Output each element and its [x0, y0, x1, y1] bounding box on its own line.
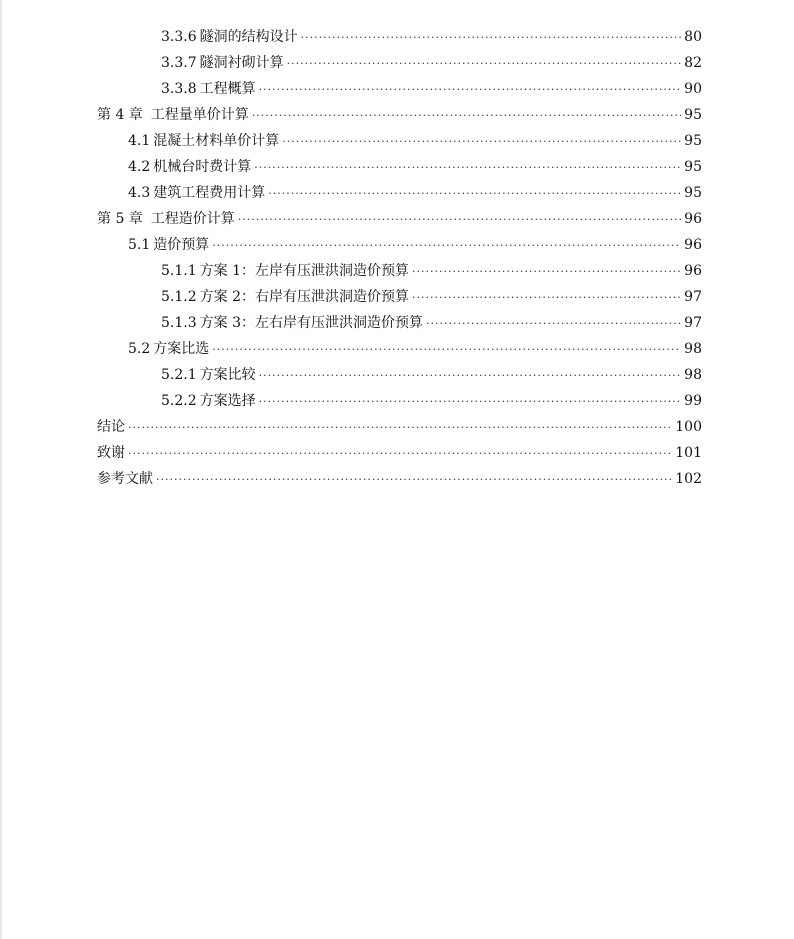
toc-entry[interactable] [97, 466, 702, 492]
toc-entry-page: 95 [684, 133, 702, 149]
toc-dot-leader [212, 337, 681, 363]
toc-dot-leader [238, 207, 681, 233]
toc-entry[interactable] [97, 414, 702, 440]
toc-entry-page: 96 [684, 211, 702, 227]
page-edge [0, 0, 2, 939]
toc-entry-number: 5.2.2 [161, 393, 197, 409]
toc-entry-number: 4.2 [128, 159, 151, 175]
toc-entry[interactable] [97, 362, 702, 388]
toc-entry[interactable] [97, 206, 702, 232]
toc-entry-number: 5.1.3 [161, 315, 197, 331]
toc-entry-label [128, 128, 279, 154]
toc-entry-label [128, 154, 251, 180]
toc-entry[interactable] [97, 180, 702, 206]
toc-entry-page: 82 [684, 55, 702, 71]
toc-entry-title: 参考文献 [97, 471, 153, 487]
toc-entry[interactable] [97, 336, 702, 362]
toc-entry-label [161, 362, 256, 388]
toc-entry-number: 3.3.6 [161, 29, 197, 45]
toc-entry-page: 96 [684, 237, 702, 253]
toc-entry-number: 5.1.1 [161, 263, 197, 279]
toc-entry-title: 方案选择 [199, 393, 256, 409]
toc-entry-title: 隧洞衬砌计算 [199, 55, 284, 71]
toc-entry-number: 5.2.1 [161, 367, 197, 383]
toc-entry-label [161, 310, 423, 336]
toc-entry-title: 致谢 [97, 445, 125, 461]
toc-entry-number: 3.3.7 [161, 55, 197, 71]
toc-entry[interactable] [97, 50, 702, 76]
toc-entry-number: 第 4 章 [97, 107, 143, 123]
toc-dot-leader [128, 415, 672, 441]
toc-dot-leader [212, 233, 681, 259]
toc-dot-leader [268, 181, 681, 207]
toc-entry-title: 机械台时费计算 [153, 159, 252, 175]
toc-entry-title: 方案 2：右岸有压泄洪洞造价预算 [199, 289, 409, 305]
toc-entry[interactable] [97, 24, 702, 50]
toc-entry-number: 5.2 [128, 341, 151, 357]
toc-entry-title: 隧洞的结构设计 [199, 29, 298, 45]
toc-dot-leader [128, 441, 672, 467]
toc-entry-title: 方案比较 [199, 367, 256, 383]
toc-entry-page: 90 [684, 81, 702, 97]
toc-entry-title: 造价预算 [153, 237, 210, 253]
toc-entry-number: 3.3.8 [161, 81, 197, 97]
toc-dot-leader [254, 155, 681, 181]
toc-dot-leader [156, 467, 672, 493]
toc-entry-label [97, 414, 125, 440]
toc-entry-page: 96 [684, 263, 702, 279]
toc-dot-leader [287, 51, 682, 77]
toc-entry-label [128, 232, 209, 258]
toc-entry[interactable] [97, 388, 702, 414]
toc-entry-label [161, 388, 256, 414]
toc-dot-leader [252, 103, 681, 129]
toc-entry[interactable] [97, 154, 702, 180]
toc-entry-page: 80 [684, 29, 702, 45]
toc-entry[interactable] [97, 258, 702, 284]
toc-entry-title: 工程造价计算 [150, 211, 235, 227]
toc-entry-page: 100 [675, 419, 702, 435]
toc-entry-page: 101 [675, 445, 702, 461]
toc-entry-title: 工程概算 [199, 81, 256, 97]
toc-dot-leader [301, 25, 682, 51]
toc-entry-title: 建筑工程费用计算 [153, 185, 266, 201]
toc-entry[interactable] [97, 440, 702, 466]
toc-entry-title: 混凝土材料单价计算 [153, 133, 280, 149]
toc-entry-page: 95 [684, 185, 702, 201]
toc-entry-number: 4.3 [128, 185, 151, 201]
toc-entry-label [161, 76, 256, 102]
toc-dot-leader [412, 259, 681, 285]
toc-entry-label [128, 336, 209, 362]
toc-entry-title: 方案比选 [153, 341, 210, 357]
toc-entry-page: 95 [684, 159, 702, 175]
toc-dot-leader [426, 311, 681, 337]
toc-dot-leader [259, 363, 682, 389]
toc-entry-page: 98 [684, 367, 702, 383]
toc-entry-page: 97 [684, 289, 702, 305]
toc-entry-page: 99 [684, 393, 702, 409]
toc-entry-title: 方案 1：左岸有压泄洪洞造价预算 [199, 263, 409, 279]
toc-dot-leader [282, 129, 681, 155]
toc-entry-page: 98 [684, 341, 702, 357]
toc-dot-leader [412, 285, 681, 311]
table-of-contents [97, 24, 702, 492]
toc-entry[interactable] [97, 310, 702, 336]
toc-entry[interactable] [97, 232, 702, 258]
toc-entry-page: 95 [684, 107, 702, 123]
toc-entry[interactable] [97, 128, 702, 154]
toc-entry-title: 方案 3：左右岸有压泄洪洞造价预算 [199, 315, 423, 331]
toc-entry[interactable] [97, 76, 702, 102]
toc-entry-label [97, 206, 235, 232]
toc-dot-leader [259, 77, 682, 103]
toc-entry-label [128, 180, 265, 206]
toc-entry-number: 4.1 [128, 133, 151, 149]
toc-entry-number: 第 5 章 [97, 211, 143, 227]
toc-entry-label [161, 50, 284, 76]
toc-entry[interactable] [97, 284, 702, 310]
toc-entry-title: 工程量单价计算 [150, 107, 249, 123]
toc-entry-number: 5.1.2 [161, 289, 197, 305]
toc-entry-page: 102 [675, 471, 702, 487]
toc-entry-title: 结论 [97, 419, 125, 435]
toc-entry[interactable] [97, 102, 702, 128]
toc-entry-label [97, 102, 249, 128]
toc-entry-number: 5.1 [128, 237, 151, 253]
toc-entry-label [161, 24, 298, 50]
toc-entry-label [97, 466, 153, 492]
toc-entry-label [161, 284, 409, 310]
toc-entry-page: 97 [684, 315, 702, 331]
toc-dot-leader [259, 389, 682, 415]
toc-entry-label [161, 258, 409, 284]
toc-entry-label [97, 440, 125, 466]
